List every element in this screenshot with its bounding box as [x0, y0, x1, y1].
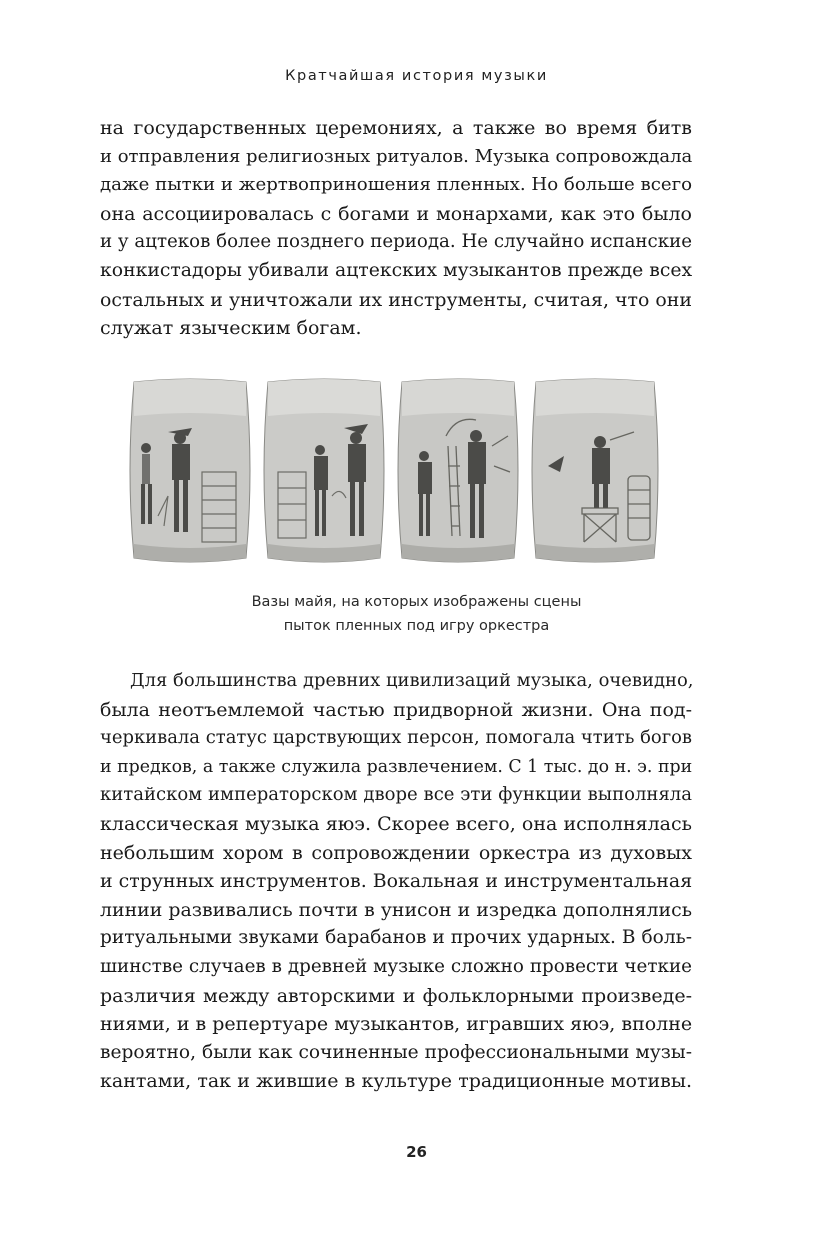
text-line: остальных и уничтожали их инструменты, считая, что они — [100, 288, 692, 311]
maya-vases-figure — [128, 376, 660, 568]
text-line: даже пытки и жертвоприношения пленных. Но больше всего — [100, 174, 692, 196]
text-line: черкивала статус царствующих персон, помогала чтить богов — [100, 727, 692, 749]
text-line: различия между авторскими и фольклорными произведе- — [100, 984, 692, 1007]
text-line: и отправления религиозных ритуалов. Музыка сопровождала — [100, 145, 693, 167]
text-line: классическая музыка яюэ. Скорее всего, она исполнялась — [100, 812, 692, 835]
figure-caption — [0, 590, 833, 638]
paragraph-1 — [100, 114, 692, 343]
maya-vase-image — [262, 376, 386, 566]
caption-line: пыток пленных под игру оркестра — [283, 618, 550, 634]
running-head: Кратчайшая история музыки — [285, 68, 548, 84]
text-line: Для большинства древних цивилизаций музыка, очевидно, — [130, 670, 694, 691]
text-line: шинстве случаев в древней музыке сложно провести четкие — [100, 955, 692, 977]
caption-line: Вазы майя, на которых изображены сцены — [251, 594, 582, 610]
maya-vase-image — [396, 376, 520, 566]
text-line: линии развивались почти в унисон и изредка дополнялись — [100, 898, 692, 921]
text-line: вероятно, были как сочиненные профессиональными музы- — [100, 1041, 692, 1063]
text-line: была неотъемлемой частью придворной жизни. Она под- — [100, 698, 692, 721]
text-line: конкистадоры убивали ацтекских музыкантов прежде всех — [100, 259, 693, 281]
text-line: и у ацтеков более позднего периода. Не случайно испанские — [100, 231, 692, 253]
text-line: кантами, так и жившие в культуре традиционные мотивы. — [100, 1070, 692, 1093]
text-line: ритуальными звуками барабанов и прочих ударных. В боль- — [100, 927, 692, 949]
text-line: она ассоциировалась с богами и монархами, как это было — [100, 202, 692, 225]
paragraph-2 — [100, 667, 692, 1096]
text-line: на государственных церемониях, а также во время битв — [100, 117, 692, 139]
page-number: 26 — [406, 1143, 427, 1161]
text-line: служат языческим богам. — [100, 317, 362, 340]
text-line: небольшим хором в сопровождении оркестра из духовых — [100, 841, 692, 864]
text-line: китайском императорском дворе все эти функции выполняла — [100, 784, 692, 806]
text-line: ниями, и в репертуаре музыкантов, игравших яюэ, вполне — [100, 1013, 693, 1036]
maya-vase-image — [530, 376, 660, 566]
maya-vase-image — [128, 376, 252, 566]
text-line: и струнных инструментов. Вокальная и инструментальная — [100, 870, 693, 893]
text-line: и предков, а также служила развлечением. С 1 тыс. до н. э. при — [100, 756, 693, 777]
